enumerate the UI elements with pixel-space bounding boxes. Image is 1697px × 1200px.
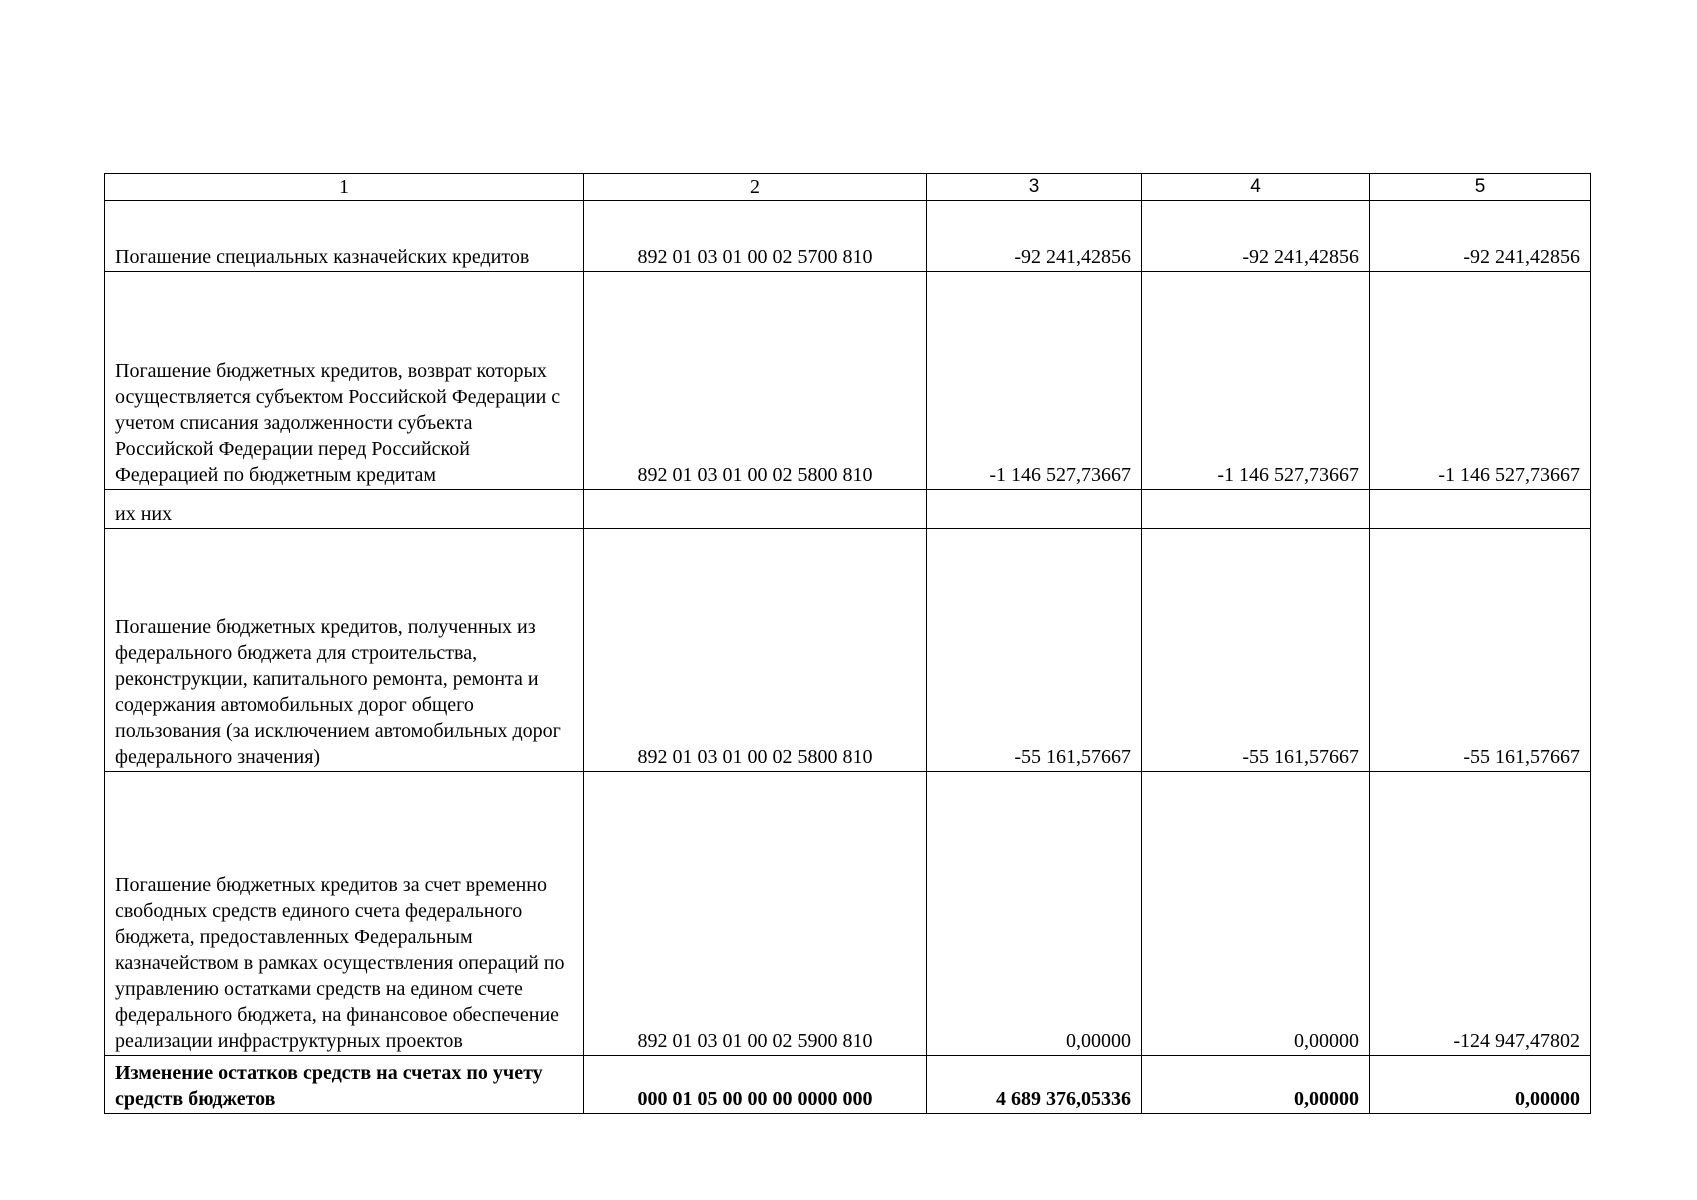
row-value-col5: -1 146 527,73667 — [1370, 272, 1591, 490]
row-value-col5: -124 947,47802 — [1370, 772, 1591, 1056]
row-code: 892 01 03 01 00 02 5800 810 — [584, 272, 927, 490]
row-value-col4: -92 241,42856 — [1142, 201, 1370, 272]
table-row — [105, 272, 1591, 490]
row-value-col5: 0,00000 — [1370, 1056, 1591, 1114]
row-code — [584, 490, 927, 529]
row-value-col4: 0,00000 — [1142, 772, 1370, 1056]
row-code: 000 01 05 00 00 00 0000 000 — [584, 1056, 927, 1114]
row-code: 892 01 03 01 00 02 5900 810 — [584, 772, 927, 1056]
row-name: их них — [105, 490, 584, 529]
row-value-col3: -55 161,57667 — [927, 529, 1142, 772]
table-row-total — [105, 1056, 1591, 1114]
row-value-col3: 4 689 376,05336 — [927, 1056, 1142, 1114]
row-value-col4: -55 161,57667 — [1142, 529, 1370, 772]
column-number-1: 1 — [105, 174, 584, 201]
row-value-col4: 0,00000 — [1142, 1056, 1370, 1114]
column-number-5: 5 — [1370, 174, 1591, 201]
row-value-col3: -92 241,42856 — [927, 201, 1142, 272]
row-value-col3: 0,00000 — [927, 772, 1142, 1056]
row-name: Погашение специальных казначейских кредитов — [105, 201, 584, 272]
budget-sources-table — [104, 173, 1591, 1114]
row-name: Погашение бюджетных кредитов за счет временно свободных средств единого счета федерального бюджета, предоставленных Федеральным казначейством в рамках осуществления операций по управлению остатками средств на едином счете федерального бюджета, на финансовое обеспечение реализации инфраструктурных проектов — [105, 772, 584, 1056]
table-row — [105, 490, 1591, 529]
table-row — [105, 529, 1591, 772]
row-code: 892 01 03 01 00 02 5700 810 — [584, 201, 927, 272]
row-value-col3 — [927, 490, 1142, 529]
column-number-4: 4 — [1142, 174, 1370, 201]
row-value-col5: -92 241,42856 — [1370, 201, 1591, 272]
row-value-col4: -1 146 527,73667 — [1142, 272, 1370, 490]
table-row — [105, 201, 1591, 272]
column-number-3: 3 — [927, 174, 1142, 201]
column-number-row — [105, 174, 1591, 201]
row-name: Погашение бюджетных кредитов, возврат которых осуществляется субъектом Российской Федерации с учетом списания задолженности субъекта Российской Федерации перед Российской Федерацией по бюджетным кредитам — [105, 272, 584, 490]
row-code: 892 01 03 01 00 02 5800 810 — [584, 529, 927, 772]
row-name: Изменение остатков средств на счетах по учету средств бюджетов — [105, 1056, 584, 1114]
row-value-col4 — [1142, 490, 1370, 529]
row-value-col3: -1 146 527,73667 — [927, 272, 1142, 490]
row-value-col5: -55 161,57667 — [1370, 529, 1591, 772]
column-number-2: 2 — [584, 174, 927, 201]
table-row — [105, 772, 1591, 1056]
row-name: Погашение бюджетных кредитов, полученных из федерального бюджета для строительства, реконструкции, капитального ремонта, ремонта и содержания автомобильных дорог общего пользования (за исключением автомобильных дорог федерального значения) — [105, 529, 584, 772]
row-value-col5 — [1370, 490, 1591, 529]
